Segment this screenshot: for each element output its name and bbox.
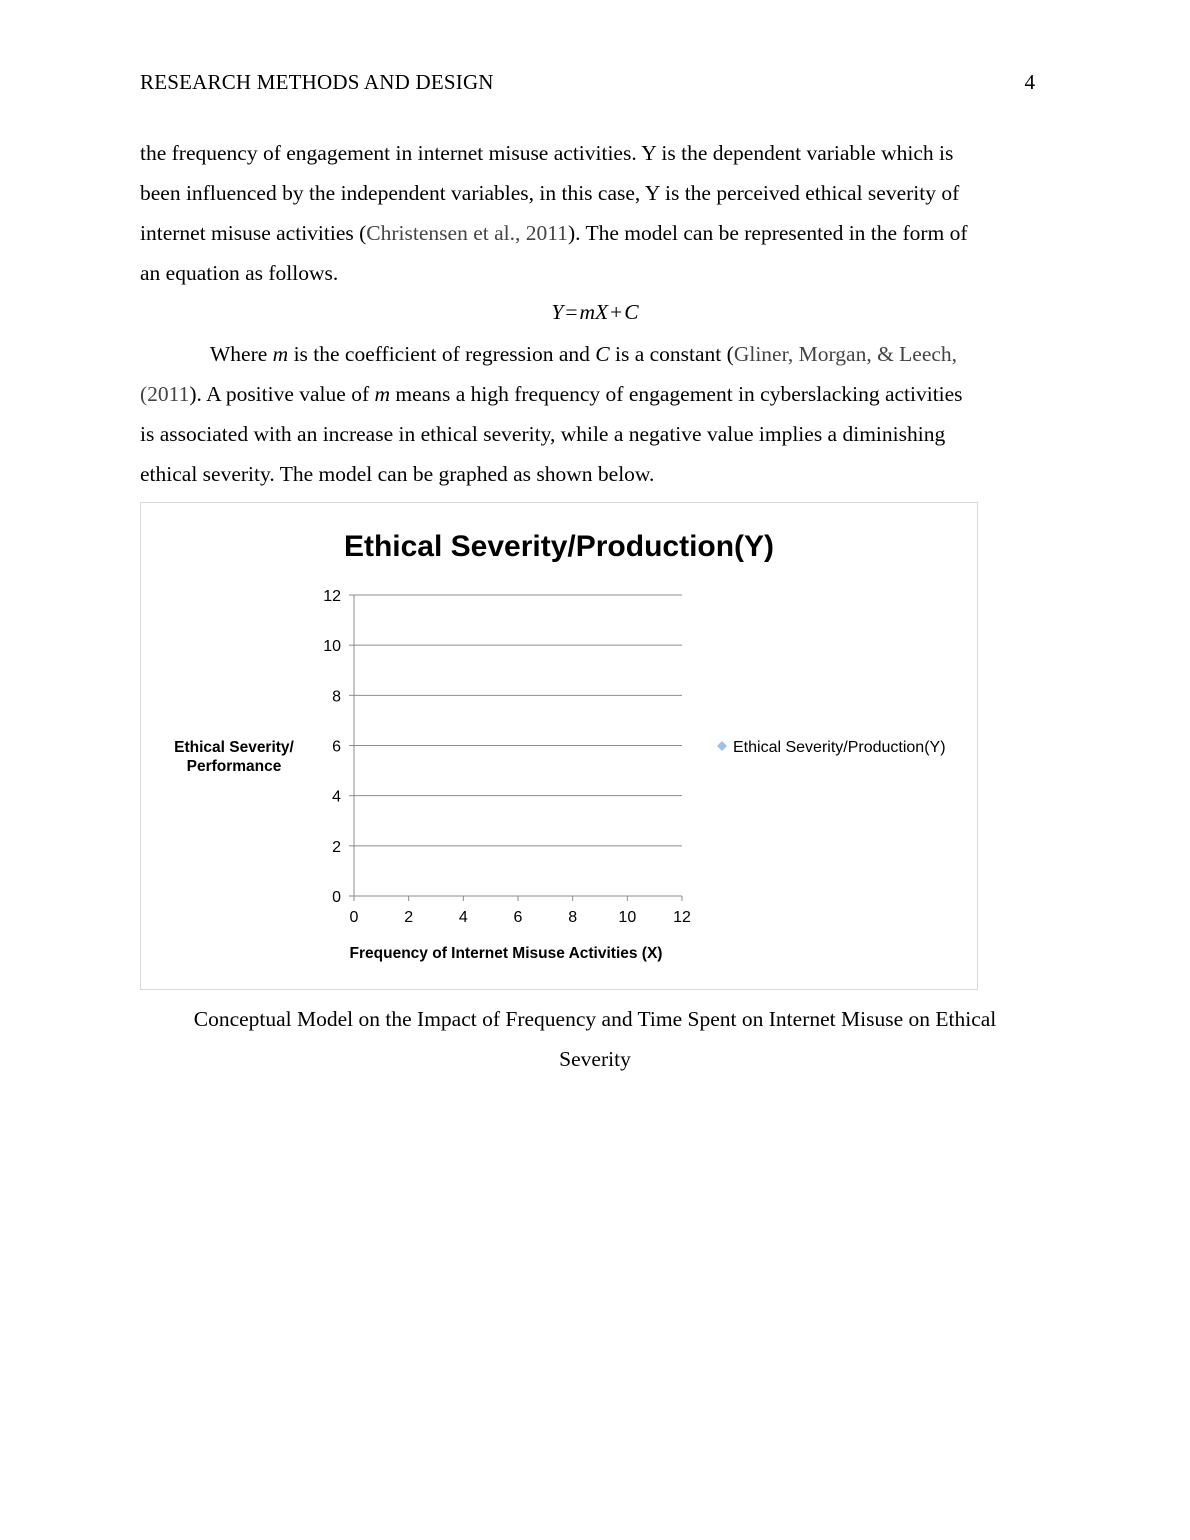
text-run: is a constant ( xyxy=(609,342,734,366)
paragraph1-line3 xyxy=(140,221,968,246)
gridlines xyxy=(354,595,682,846)
legend xyxy=(717,739,946,756)
y-tick-label: 6 xyxy=(332,738,341,756)
paragraph1-line1: the frequency of engagement in internet misuse activities. Y is the dependent variable which is xyxy=(140,141,954,165)
axes xyxy=(349,595,682,901)
y-axis-label-line2: Performance xyxy=(186,758,282,775)
x-tick-label: 6 xyxy=(513,909,523,926)
paragraph1-line2: been influenced by the independent variables, in this case, Y is the perceived ethical severity of xyxy=(140,181,960,205)
text-run: ). A positive value of xyxy=(189,382,375,406)
x-tick-label: 8 xyxy=(568,909,578,926)
citation-gliner: Gliner, Morgan, & Leech, xyxy=(733,342,958,366)
paragraph1-line4: an equation as follows. xyxy=(140,261,339,285)
chart-frame xyxy=(140,502,978,990)
variable-m: m xyxy=(374,382,391,406)
running-header-title: RESEARCH METHODS AND DESIGN xyxy=(140,70,494,94)
x-tick-label: 4 xyxy=(458,909,468,926)
x-axis-label: Frequency of Internet Misuse Activities (X) xyxy=(349,945,663,962)
text-run: is the coefficient of regression and xyxy=(288,342,596,366)
eq-equals: = xyxy=(565,300,578,324)
eq-m: m xyxy=(579,300,595,324)
legend-entry: Ethical Severity/Production(Y) xyxy=(733,739,946,756)
text-run: means a high frequency of engagement in cyberslacking activities xyxy=(390,382,963,406)
eq-plus: + xyxy=(610,300,623,324)
scatter-chart xyxy=(141,503,979,991)
eq-y: Y xyxy=(551,300,564,324)
paragraph2-line1 xyxy=(210,342,957,367)
variable-c: C xyxy=(595,342,610,366)
text-run: internet misuse activities ( xyxy=(140,221,367,245)
citation-christensen: Christensen et al., 2011 xyxy=(366,221,568,245)
y-tick-label: 8 xyxy=(332,688,341,706)
y-tick-label: 12 xyxy=(323,588,341,605)
y-tick-label: 2 xyxy=(332,838,341,856)
x-tick-label: 12 xyxy=(673,909,691,926)
x-tick-label: 10 xyxy=(618,909,637,926)
figure-caption-line1: Conceptual Model on the Impact of Frequency and Time Spent on Internet Misuse on Ethical xyxy=(193,1007,997,1031)
regression-equation xyxy=(0,300,1190,325)
paragraph2-line3: is associated with an increase in ethical severity, while a negative value implies a diminishing xyxy=(140,422,946,446)
eq-x: X xyxy=(595,300,609,324)
chart-title: Ethical Severity/Production(Y) xyxy=(343,530,775,563)
paragraph2-line2 xyxy=(140,382,963,407)
figure-caption-line2: Severity xyxy=(559,1047,631,1071)
text-run: ). The model can be represented in the form of xyxy=(567,221,968,245)
x-tick-label: 2 xyxy=(404,909,414,926)
citation-gliner-year: (2011 xyxy=(140,382,190,406)
tick-labels xyxy=(323,588,691,926)
legend-marker-diamond-icon xyxy=(717,741,727,751)
paragraph2-line4: ethical severity. The model can be graphed as shown below. xyxy=(140,462,655,486)
x-tick-label: 0 xyxy=(349,909,359,926)
y-tick-label: 10 xyxy=(323,638,341,656)
y-axis-label-line1: Ethical Severity/ xyxy=(174,739,294,756)
y-tick-label: 0 xyxy=(332,889,341,906)
eq-c: C xyxy=(624,300,639,324)
y-tick-label: 4 xyxy=(332,788,341,806)
page-number: 4 xyxy=(1024,70,1035,94)
variable-m: m xyxy=(272,342,289,366)
text-run: Where xyxy=(210,342,273,366)
